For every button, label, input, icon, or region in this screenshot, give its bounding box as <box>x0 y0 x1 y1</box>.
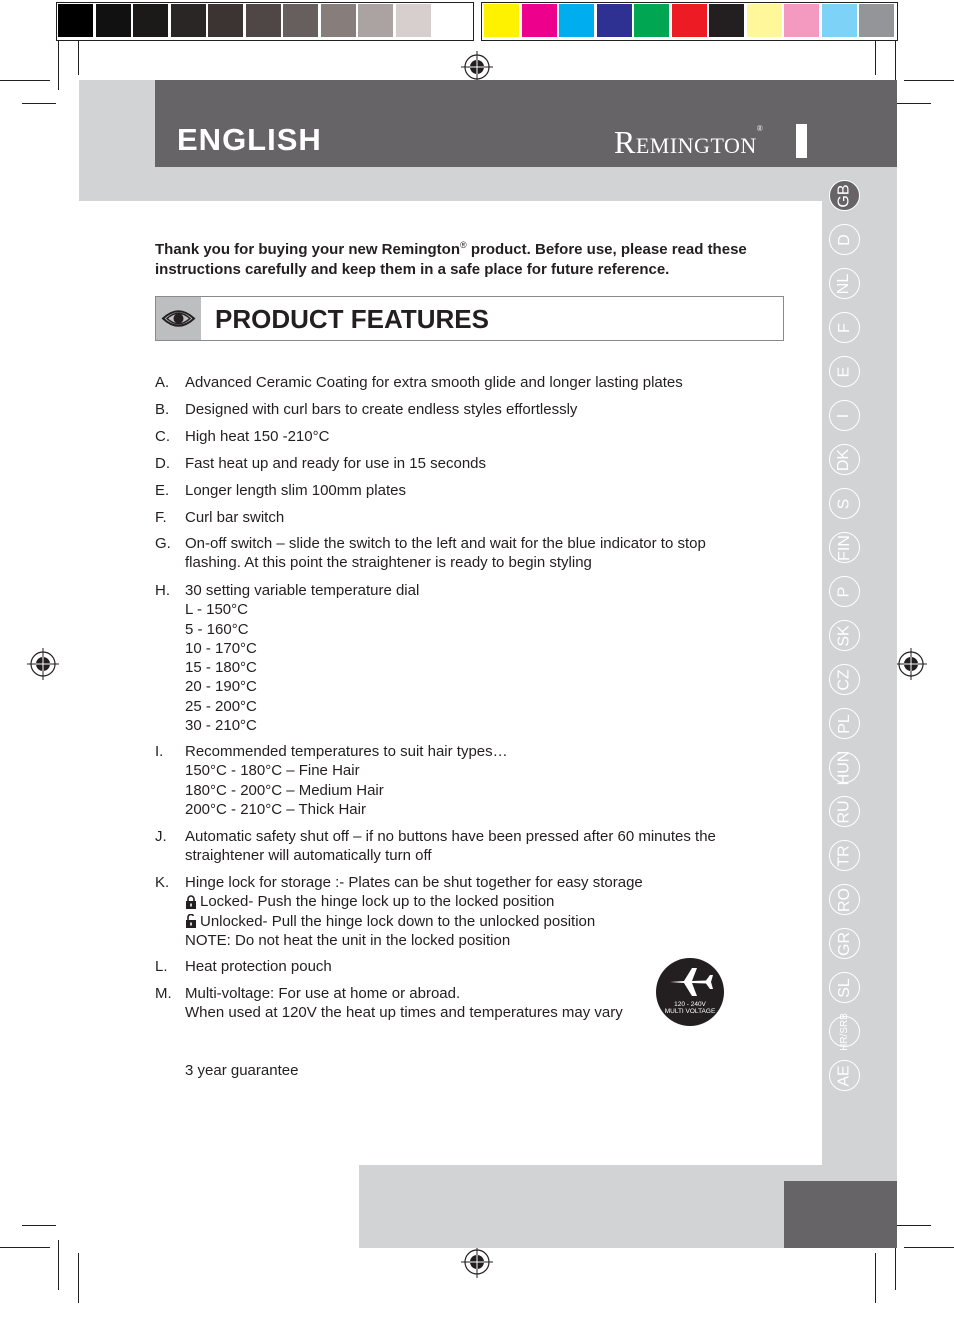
temperature-setting: 25 - 200°C <box>185 697 257 715</box>
registration-mark-icon <box>461 1246 493 1278</box>
language-tab-gb[interactable]: GB <box>829 180 860 211</box>
crop-mark <box>875 1253 876 1303</box>
feature-text: On-off switch – slide the switch to the left and wait for the blue indicator to stop flashing. At this point the straightener is ready to begin styling <box>185 535 706 572</box>
feature-text: Recommended temperatures to suit hair types… <box>185 743 508 760</box>
language-tab-dk[interactable]: DK <box>829 444 860 475</box>
language-tab-nl[interactable]: NL <box>829 268 860 299</box>
voltage-range: 120 - 240V <box>674 1001 706 1008</box>
feature-letter: A. <box>155 374 170 391</box>
language-tab-ae[interactable]: AE <box>829 1060 860 1091</box>
calibration-swatch <box>321 4 356 37</box>
feature-letter: L. <box>155 958 168 975</box>
calibration-swatch <box>747 4 782 37</box>
crop-mark <box>0 1247 50 1248</box>
crop-mark <box>22 1225 56 1226</box>
feature-text: Hinge lock for storage :- Plates can be shut together for easy storage <box>185 874 643 891</box>
voltage-label: MULTI VOLTAGE <box>664 1008 716 1015</box>
language-tab-i[interactable]: I <box>829 400 860 431</box>
calibration-swatch <box>822 4 857 37</box>
hair-type-line: 150°C - 180°C – Fine Hair <box>185 762 360 780</box>
brand-name: Remington <box>614 124 757 160</box>
feature-text: 30 setting variable temperature dial <box>185 582 420 599</box>
temperature-setting: 30 - 210°C <box>185 717 257 735</box>
language-tab-fin[interactable]: FIN <box>829 532 860 563</box>
airplane-icon <box>666 964 714 1000</box>
language-tab-ru[interactable]: RU <box>829 796 860 827</box>
intro-text: Thank you for buying your new Remington® product. Before use, please read these instructions carefully and keep them in a safe place for future reference. <box>155 240 747 278</box>
section-title: PRODUCT FEATURES <box>215 304 489 334</box>
temperature-setting: 10 - 170°C <box>185 639 257 657</box>
footer-dark-panel <box>784 1181 897 1248</box>
calibration-swatch <box>522 4 557 37</box>
calibration-swatch <box>559 4 594 37</box>
registration-mark-icon <box>27 648 59 680</box>
calibration-swatch <box>133 4 168 37</box>
feature-letter: K. <box>155 874 170 891</box>
guarantee-text: 3 year guarantee <box>185 1062 299 1079</box>
language-tab-s[interactable]: S <box>829 488 860 519</box>
multi-voltage-badge <box>656 958 724 1026</box>
feature-letter: G. <box>155 535 171 552</box>
calibration-swatch <box>709 4 744 37</box>
registration-mark-icon <box>461 51 493 83</box>
feature-letter: J. <box>155 828 167 845</box>
calibration-swatch <box>58 4 93 37</box>
temperature-setting: 5 - 160°C <box>185 620 249 638</box>
language-tab-p[interactable]: P <box>829 576 860 607</box>
calibration-swatch <box>96 4 131 37</box>
language-tab-hun[interactable]: HUN <box>829 752 860 783</box>
locked-line: Locked- Push the hinge lock up to the locked position <box>185 892 755 911</box>
crop-mark <box>897 1225 931 1226</box>
calibration-swatch <box>246 4 281 37</box>
hair-type-line: 200°C - 210°C – Thick Hair <box>185 800 366 818</box>
feature-text: Automatic safety shut off – if no buttons have been pressed after 60 minutes the straightener will automatically turn off <box>185 828 716 865</box>
feature-letter: E. <box>155 482 170 499</box>
temperature-setting: 20 - 190°C <box>185 678 257 696</box>
feature-letter: D. <box>155 455 170 472</box>
crop-mark <box>904 1247 954 1248</box>
temperature-setting: L - 150°C <box>185 601 248 619</box>
note-text: NOTE: Do not heat the unit in the locked position <box>185 931 511 949</box>
language-tab-sl[interactable]: SL <box>829 972 860 1003</box>
calibration-swatch <box>283 4 318 37</box>
feature-text: Heat protection pouch <box>185 958 332 975</box>
feature-text: Multi-voltage: For use at home or abroad. <box>185 985 461 1002</box>
brand-registered-mark: ® <box>756 124 764 133</box>
feature-text: Designed with curl bars to create endless styles effortlessly <box>185 401 578 418</box>
feature-text: Curl bar switch <box>185 509 285 526</box>
crop-mark <box>904 80 954 81</box>
feature-letter: B. <box>155 401 170 418</box>
crop-mark <box>58 40 59 90</box>
crop-mark <box>58 1240 59 1290</box>
calibration-swatch <box>358 4 393 37</box>
calibration-swatch <box>634 4 669 37</box>
crop-mark <box>0 80 50 81</box>
language-tab-ro[interactable]: RO <box>829 884 860 915</box>
language-tab-e[interactable]: E <box>829 356 860 387</box>
calibration-swatch <box>672 4 707 37</box>
eye-icon <box>156 297 201 340</box>
crop-mark <box>22 103 56 104</box>
feature-letter: H. <box>155 582 170 599</box>
brand-logo <box>614 124 763 161</box>
language-tab-f[interactable]: F <box>829 312 860 343</box>
language-tab-sk[interactable]: SK <box>829 620 860 651</box>
calibration-swatch <box>433 4 468 37</box>
feature-letter: M. <box>155 985 172 1002</box>
calibration-swatch <box>597 4 632 37</box>
brand-bar <box>796 124 807 158</box>
language-tab-pl[interactable]: PL <box>829 708 860 739</box>
crop-mark <box>78 40 79 75</box>
section-header <box>155 296 784 341</box>
calibration-swatch <box>784 4 819 37</box>
feature-text-line2: When used at 120V the heat up times and temperatures may vary <box>185 1004 623 1022</box>
feature-text: High heat 150 -210°C <box>185 428 330 445</box>
calibration-swatch <box>208 4 243 37</box>
calibration-swatch <box>859 4 894 37</box>
feature-letter: I. <box>155 743 164 760</box>
page-title: ENGLISH <box>177 122 322 157</box>
section-icon-cell <box>156 297 201 340</box>
calibration-swatch <box>484 4 519 37</box>
feature-letter: F. <box>155 509 167 526</box>
crop-mark <box>875 40 876 75</box>
hair-type-line: 180°C - 200°C – Medium Hair <box>185 781 384 799</box>
lock-open-icon <box>185 914 197 928</box>
language-tab-hr-srb[interactable]: HR/SRB <box>829 1016 860 1047</box>
lock-closed-icon <box>185 895 197 909</box>
crop-mark <box>78 1253 79 1303</box>
feature-text: Longer length slim 100mm plates <box>185 482 406 499</box>
language-tab-cz[interactable]: CZ <box>829 664 860 695</box>
language-tab-tr[interactable]: TR <box>829 840 860 871</box>
crop-mark <box>897 103 931 104</box>
language-tab-gr[interactable]: GR <box>829 928 860 959</box>
unlocked-line: Unlocked- Pull the hinge lock down to the unlocked position <box>185 912 755 931</box>
feature-text: Fast heat up and ready for use in 15 seconds <box>185 455 487 472</box>
calibration-swatch <box>171 4 206 37</box>
feature-text: Advanced Ceramic Coating for extra smooth glide and longer lasting plates <box>185 374 683 391</box>
language-tab-d[interactable]: D <box>829 224 860 255</box>
calibration-swatch <box>396 4 431 37</box>
feature-letter: C. <box>155 428 170 445</box>
temperature-setting: 15 - 180°C <box>185 659 257 677</box>
registration-mark-icon <box>895 648 927 680</box>
